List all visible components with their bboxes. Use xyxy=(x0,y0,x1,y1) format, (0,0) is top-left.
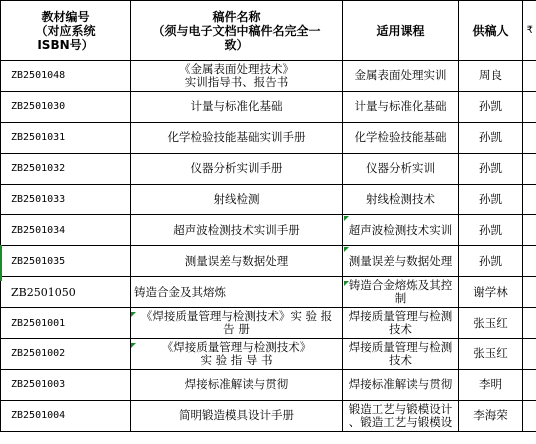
cell-author[interactable]: 孙凯 xyxy=(459,215,523,246)
table-row[interactable] xyxy=(1,246,536,277)
cell-name[interactable]: 《焊接质量管理与检测技术》实 验 报 告 册 xyxy=(131,308,343,339)
cell-name[interactable]: 测量误差与数据处理 xyxy=(131,246,343,277)
table-row[interactable] xyxy=(1,308,536,339)
header-name: 稿件名称 （须与电子文档中稿件名完全一 致） xyxy=(131,1,343,61)
table-row[interactable] xyxy=(1,400,536,431)
cell-name[interactable]: 射线检测 xyxy=(131,184,343,215)
table-row[interactable] xyxy=(1,61,536,92)
cell-extra[interactable] xyxy=(523,184,536,215)
cell-course[interactable]: 计量与标准化基础 xyxy=(343,91,459,122)
cell-author[interactable]: 孙凯 xyxy=(459,91,523,122)
cell-author[interactable]: 孙凯 xyxy=(459,246,523,277)
cell-extra[interactable] xyxy=(523,215,536,246)
cell-name[interactable]: 化学检验技能基础实训手册 xyxy=(131,122,343,153)
table-row[interactable] xyxy=(1,184,536,215)
cell-name[interactable]: 计量与标准化基础 xyxy=(131,91,343,122)
cell-code[interactable]: ZB2501002 xyxy=(1,339,131,370)
cell-code[interactable]: ZB2501031 xyxy=(1,122,131,153)
cell-code[interactable]: ZB2501048 xyxy=(1,61,131,92)
cell-course[interactable]: 焊接质量管理与检测 技术 xyxy=(343,308,459,339)
cell-author[interactable]: 谢学林 xyxy=(459,277,523,308)
cell-code[interactable]: ZB2501001 xyxy=(1,308,131,339)
cell-course[interactable]: 锻造工艺与锻模设计 、锻造工艺与锻模设 xyxy=(343,400,459,431)
cell-author[interactable]: 周良 xyxy=(459,61,523,92)
cell-code[interactable]: ZB2501032 xyxy=(1,153,131,184)
cell-extra[interactable] xyxy=(523,308,536,339)
cell-course[interactable]: 超声波检测技术实训 xyxy=(343,215,459,246)
header-author: 供稿人 xyxy=(459,1,523,61)
cell-code[interactable]: ZB2501030 xyxy=(1,91,131,122)
header-extra: ₹ xyxy=(523,1,536,61)
comment-indicator-icon xyxy=(131,312,136,317)
cell-name[interactable]: 《金属表面处理技术》 实训指导书、报告书 xyxy=(131,61,343,92)
cell-author[interactable]: 孙凯 xyxy=(459,184,523,215)
cell-extra[interactable] xyxy=(523,369,536,400)
header-row xyxy=(1,1,536,61)
selection-edge-marker xyxy=(0,245,2,281)
table-row[interactable] xyxy=(1,215,536,246)
cell-course[interactable]: 射线检测技术 xyxy=(343,184,459,215)
cell-author[interactable]: 张玉红 xyxy=(459,339,523,370)
cell-extra[interactable] xyxy=(523,400,536,431)
cell-code[interactable]: ZB2501004 xyxy=(1,400,131,431)
cell-course[interactable]: 铸造合金熔炼及其控 制 xyxy=(343,277,459,308)
cell-name[interactable]: 超声波检测技术实训手册 xyxy=(131,215,343,246)
comment-indicator-icon xyxy=(131,343,136,348)
cell-course[interactable]: 焊接标准解读与贯彻 xyxy=(343,369,459,400)
cell-code[interactable]: ZB2501034 xyxy=(1,215,131,246)
cell-extra[interactable] xyxy=(523,91,536,122)
cell-extra[interactable] xyxy=(523,246,536,277)
cell-course[interactable]: 金属表面处理实训 xyxy=(343,61,459,92)
comment-indicator-icon xyxy=(344,216,349,221)
comment-indicator-icon xyxy=(344,247,349,252)
table-row[interactable] xyxy=(1,277,536,308)
cell-name[interactable]: 焊接标准解读与贯彻 xyxy=(131,369,343,400)
cell-name[interactable]: 《焊接质量管理与检测技术》 实 验 指 导 书 xyxy=(131,339,343,370)
cell-course[interactable]: 化学检验技能基础 xyxy=(343,122,459,153)
cell-author[interactable]: 张玉红 xyxy=(459,308,523,339)
table-row[interactable] xyxy=(1,369,536,400)
header-code: 教材编号 （对应系统 ISBN号） xyxy=(1,1,131,61)
cell-code[interactable]: ZB2501033 xyxy=(1,184,131,215)
table-row[interactable] xyxy=(1,122,536,153)
cell-extra[interactable] xyxy=(523,61,536,92)
cell-extra[interactable] xyxy=(523,153,536,184)
cell-author[interactable]: 孙凯 xyxy=(459,153,523,184)
header-course: 适用课程 xyxy=(343,1,459,61)
cell-code[interactable]: ZB2501050 xyxy=(1,277,131,308)
cell-author[interactable]: 李海荣 xyxy=(459,400,523,431)
cell-code[interactable]: ZB2501035 xyxy=(1,246,131,277)
cell-extra[interactable] xyxy=(523,122,536,153)
cell-name[interactable]: 简明锻造模具设计手册 xyxy=(131,400,343,431)
cell-course[interactable]: 焊接质量管理与检测 技术 xyxy=(343,339,459,370)
cell-extra[interactable] xyxy=(523,277,536,308)
table-row[interactable] xyxy=(1,91,536,122)
cell-course[interactable]: 测量误差与数据处理 xyxy=(343,246,459,277)
cell-name[interactable]: 仪器分析实训手册 xyxy=(131,153,343,184)
table-row[interactable] xyxy=(1,153,536,184)
cell-extra[interactable] xyxy=(523,339,536,370)
cell-name[interactable]: 铸造合金及其熔炼 xyxy=(131,277,343,308)
cell-code[interactable]: ZB2501003 xyxy=(1,369,131,400)
table-row[interactable] xyxy=(1,339,536,370)
cell-course[interactable]: 仪器分析实训 xyxy=(343,153,459,184)
comment-indicator-icon xyxy=(344,281,349,286)
cell-author[interactable]: 孙凯 xyxy=(459,122,523,153)
cell-author[interactable]: 李明 xyxy=(459,369,523,400)
